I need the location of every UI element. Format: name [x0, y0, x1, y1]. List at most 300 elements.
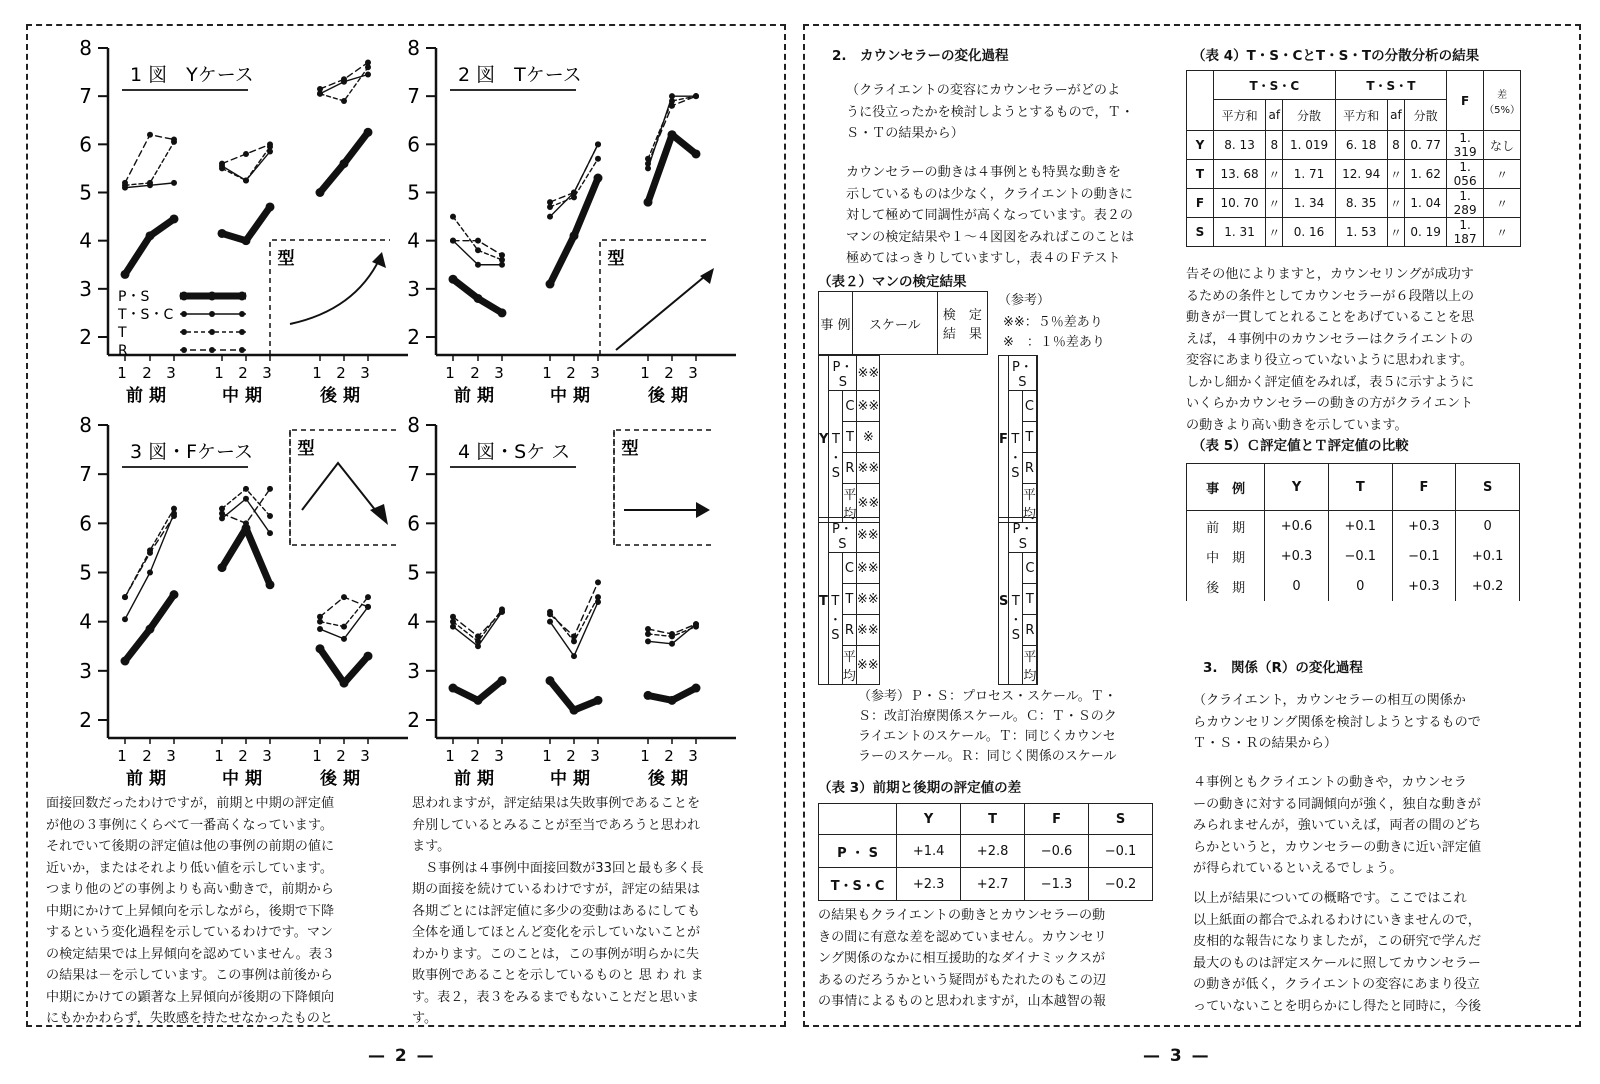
- chart-y-tick-label: 6: [407, 132, 420, 157]
- pattern-label: 型: [621, 439, 639, 459]
- chart-title: 1 図 Yケース: [130, 64, 254, 86]
- table-4-cell: 13. 68: [1214, 160, 1266, 189]
- table-4-cell: 〃: [1484, 160, 1521, 189]
- chart-x-tick-label: 3: [494, 747, 504, 765]
- chart-data-point: [474, 696, 483, 705]
- table-5-header: 事 例: [1187, 464, 1265, 511]
- chart-data-point: [594, 696, 603, 705]
- table-3-header: S: [1089, 804, 1153, 835]
- table-5-title: （表 5）Ｃ評定値とＴ評定値の比較: [1192, 438, 1409, 454]
- table-4-cell: 1. 04: [1405, 189, 1447, 218]
- table-4-cell: 〃: [1266, 189, 1283, 218]
- table-3-header-row: [819, 804, 1153, 835]
- chart-x-tick-label: 1: [214, 364, 224, 382]
- chart-data-point: [267, 530, 273, 536]
- chart-x-tick-label: 2: [664, 747, 674, 765]
- table-4-cell: 1. 53: [1335, 218, 1387, 247]
- chart-x-tick-label: 3: [494, 364, 504, 382]
- table-3-cell: −0.2: [1089, 868, 1153, 901]
- table-4-sub-header: 分散: [1405, 100, 1447, 131]
- section-3-body-2-line: の動きが低く，クライエントの変容にあまり役立: [1193, 977, 1480, 992]
- table-4-cell: 12. 94: [1335, 160, 1387, 189]
- chart-data-point: [499, 252, 505, 258]
- chart-data-point: [218, 563, 227, 572]
- chart-data-point: [317, 626, 323, 632]
- table-2-case-name: Y: [819, 356, 829, 523]
- table-2-scale: 平均: [843, 484, 857, 523]
- table-4-cell: 8: [1266, 131, 1283, 160]
- middle-bottom-text: [818, 905, 1107, 1013]
- chart-y-tick-label: 5: [79, 560, 92, 585]
- table-2-row: [819, 518, 880, 553]
- chart-data-point: [595, 141, 601, 147]
- chart-x-tick-label: 1: [117, 364, 127, 382]
- chart-data-point: [341, 98, 347, 104]
- chart-y-tick-label: 8: [79, 36, 92, 60]
- chart-data-point: [645, 161, 651, 167]
- table-4-row: [1187, 189, 1521, 218]
- section-2-intro: [846, 80, 1134, 145]
- chart-series-line: [222, 207, 270, 241]
- table-5-cell: +0.3: [1392, 511, 1456, 542]
- table-2-ts-label: T ・ S: [828, 553, 842, 685]
- chart-x-tick-label: 2: [142, 747, 152, 765]
- table-2-header-case: 事 例: [819, 292, 853, 355]
- table-2-row: [819, 553, 880, 584]
- left-text-col2-line: Ｓ事例は４事例中面接回数が33回と最も多く長: [412, 860, 704, 876]
- table-2-ref-line: ※ ：１％差あり: [1003, 335, 1105, 350]
- table-2-scale: R: [843, 453, 857, 484]
- table-2-result: [1036, 356, 1037, 391]
- chart-series-line: [125, 219, 174, 274]
- section-2-body-line: 対して極めて同調性が高くなっています。表２の: [846, 208, 1134, 223]
- chart-y-tick-label: 3: [79, 276, 92, 301]
- chart-data-point: [645, 638, 651, 644]
- table-5-cell: 0: [1265, 571, 1329, 601]
- table-2-result: [1037, 584, 1038, 615]
- chart-y-tick-label: 4: [79, 228, 92, 253]
- table-3-cell: +2.8: [961, 835, 1025, 868]
- section-3-body-line: ーの動きに対する同調傾向が強く，独自な動きが: [1193, 796, 1481, 812]
- chart-x-tick-label: 3: [360, 364, 370, 382]
- chart-data-point: [219, 161, 225, 167]
- right-text-1-line: の動きより高い動きを示しています。: [1186, 417, 1408, 433]
- chart-series-line: [222, 528, 270, 585]
- legend-marker: [180, 292, 189, 301]
- chart-data-point: [121, 270, 130, 279]
- chart-data-point: [692, 684, 701, 693]
- table-2-ref-line: ※※：５％差あり: [1003, 315, 1103, 330]
- table-4-header-row: [1187, 71, 1521, 100]
- middle-bottom-text-line: の結果もクライエントの動きとカウンセラーの動: [818, 908, 1106, 923]
- table-4-cell: 1. 019: [1283, 131, 1335, 160]
- chart-group-label: 前 期: [454, 386, 494, 406]
- table-2-note-line: ラーのスケール。Ｒ：同じく関係のスケール: [858, 749, 1117, 764]
- chart-y-tick-label: 3: [407, 276, 420, 301]
- chart-series-line: [125, 142, 174, 185]
- chart-y-tick-label: 5: [407, 560, 420, 585]
- page-number-left: — 2 —: [368, 1046, 436, 1066]
- chart-group-label: 後 期: [648, 386, 688, 406]
- chart-y-tick-label: 7: [407, 84, 420, 109]
- section-3-body-line: みられませんが，強いていえば，両者の間のどち: [1193, 818, 1482, 833]
- chart-y-tick-label: 7: [407, 462, 420, 487]
- chart-data-point: [171, 506, 177, 512]
- table-3-row: [819, 835, 1153, 868]
- table-4-cell: 〃: [1266, 160, 1283, 189]
- chart-data-point: [365, 604, 371, 610]
- chart-data-point: [669, 631, 675, 637]
- chart-x-tick-label: 3: [688, 747, 698, 765]
- table-4-cell: 1. 187: [1447, 218, 1484, 247]
- middle-bottom-text-line: ング関係のなかに相互援助的なダイナミックスが: [818, 951, 1106, 966]
- chart-data-point: [243, 496, 249, 502]
- legend-label: P・S: [118, 289, 150, 305]
- right-text-1-line: いくらかカウンセラーの動きの方がクライエント: [1186, 396, 1474, 411]
- section-2-body-line: 極めてはっきりしていますし，表４のＦテスト: [846, 251, 1121, 266]
- left-text-col2-line: 期の面接を続けているわけですが，評定の結果は: [412, 882, 701, 897]
- chart-data-point: [341, 624, 347, 630]
- chart-data-point: [341, 594, 347, 600]
- table-5-cell: 中 期: [1187, 541, 1265, 571]
- chart-data-point: [547, 199, 553, 205]
- chart-data-point: [243, 177, 249, 183]
- table-2-result: ※: [857, 422, 880, 453]
- table-4-cell: 〃: [1387, 160, 1404, 189]
- left-text-col1-line: つまり他のどの事例よりも高い動きで，前期から: [46, 882, 334, 897]
- chart-data-point: [147, 180, 153, 186]
- table-5-cell: +0.2: [1456, 571, 1520, 601]
- chart-title: 2 図 Tケース: [458, 64, 582, 86]
- chart-series-line: [222, 489, 270, 523]
- table-2-ref-title: （参考）: [998, 293, 1051, 308]
- chart-data-point: [365, 71, 371, 77]
- chart-y-tick-label: 8: [407, 36, 420, 60]
- legend-marker: [181, 347, 187, 353]
- chart-data-point: [547, 611, 553, 617]
- middle-bottom-text-line: あるのだろうかという疑問がもたれたのもこの辺: [818, 972, 1107, 988]
- chart-data-point: [122, 180, 128, 186]
- pattern-arrow-head: [700, 268, 714, 284]
- chart-data-point: [571, 190, 577, 196]
- chart-group-label: 中 期: [222, 769, 262, 789]
- table-4-cell: 6. 18: [1335, 131, 1387, 160]
- left-text-col1-line: 面接回数だったわけですが，前期と中期の評定値: [46, 796, 335, 811]
- chart-y-tick-label: 4: [407, 228, 420, 253]
- table-2-note-line: （参考）Ｐ・Ｓ：プロセス・スケール。Ｔ・: [858, 689, 1117, 704]
- chart-data-point: [570, 706, 579, 715]
- chart-group-label: 中 期: [550, 769, 590, 789]
- chart-y-tick-label: 4: [79, 609, 92, 634]
- chart-data-point: [571, 633, 577, 639]
- right-text-1-line: 告その他によりますと，カウンセリングが成功す: [1186, 267, 1474, 282]
- chart-x-tick-label: 3: [590, 364, 600, 382]
- section-3-body-2-line: っていないことを明らかにし得たと同時に，今後: [1193, 998, 1482, 1014]
- table-5-cell: −0.1: [1328, 541, 1392, 571]
- table-2-row: [999, 518, 1038, 553]
- chart-data-point: [571, 653, 577, 659]
- legend-marker: [239, 329, 245, 335]
- chart-data-point: [171, 137, 177, 143]
- chart-data-point: [364, 128, 373, 137]
- table-4-cell: 1. 056: [1447, 160, 1484, 189]
- table-3-row: [819, 868, 1153, 901]
- table-2-scale: P・S: [1008, 356, 1036, 391]
- legend-label: T・S・C: [118, 307, 174, 323]
- table-5-cell: −0.1: [1392, 541, 1456, 571]
- chart-x-tick-label: 1: [312, 747, 322, 765]
- table-2-scale: P・S: [1009, 518, 1037, 553]
- chart-y-tick-label: 2: [79, 708, 92, 732]
- legend-marker: [238, 292, 247, 301]
- section-3-body-2: [1193, 888, 1481, 1017]
- table-2-case-name: T: [819, 518, 829, 685]
- chart-x-tick-label: 2: [470, 364, 480, 382]
- table-2-ts-label: T ・ S: [1008, 391, 1022, 523]
- chart-x-tick-label: 3: [688, 364, 698, 382]
- table-5-row: [1187, 541, 1520, 571]
- table-2-result: [1036, 391, 1037, 422]
- chart-data-point: [170, 214, 179, 223]
- chart-x-tick-label: 2: [664, 364, 674, 382]
- chart-data-point: [147, 570, 153, 576]
- chart-y-tick-label: 2: [407, 325, 420, 349]
- section-3-intro-line: （クライエント，カウンセラーの相互の関係か: [1193, 693, 1466, 708]
- chart-series-line: [550, 144, 598, 216]
- left-text-col2: [412, 793, 704, 1030]
- table-4-cell: 1. 62: [1405, 160, 1447, 189]
- left-text-col1-line: 中期にかけての顕著な上昇傾向が後期の下降傾向: [46, 989, 335, 1005]
- chart-data-point: [498, 308, 507, 317]
- chart-data-point: [267, 486, 273, 492]
- left-text-col1-line: が他の３事例にくらべて一番高くなっています。: [46, 817, 334, 833]
- chart-data-point: [146, 231, 155, 240]
- chart-y-tick-label: 6: [79, 132, 92, 157]
- chart-data-point: [147, 550, 153, 556]
- section-3-intro-line: Ｔ・Ｓ・Ｒの結果から）: [1193, 736, 1338, 751]
- table-2-scale: R: [1022, 453, 1036, 484]
- chart-y-tick-label: 7: [79, 84, 92, 109]
- chart-data-point: [644, 198, 653, 207]
- table-2-header-row: [819, 292, 988, 355]
- chart-group-label: 中 期: [550, 386, 590, 406]
- table-4-title: （表 4）T・S・CとT・S・Tの分散分析の結果: [1192, 48, 1480, 64]
- table-3-cell: −0.1: [1089, 835, 1153, 868]
- left-text-col2-line: 思われますが，評定結果は失敗事例であることを: [412, 796, 701, 811]
- chart-data-point: [547, 214, 553, 220]
- table-5-header: T: [1328, 464, 1392, 511]
- table-2-result: ※※: [857, 391, 880, 422]
- chart-group-label: 後 期: [320, 386, 360, 406]
- chart-data-point: [365, 59, 371, 65]
- table-4-cell: 1. 289: [1447, 189, 1484, 218]
- chart-data-point: [243, 520, 249, 526]
- chart-data-point: [595, 156, 601, 162]
- chart-data-point: [669, 641, 675, 647]
- table-2-title: （表２）マンの検定結果: [818, 274, 967, 290]
- table-4-cell: なし: [1484, 131, 1521, 160]
- table-4-cell: 0. 16: [1283, 218, 1335, 247]
- chart-data-point: [341, 636, 347, 642]
- table-3-title: （表 3）前期と後期の評定値の差: [818, 780, 1022, 796]
- chart-group-label: 前 期: [454, 769, 494, 789]
- table-4-cell: 〃: [1387, 189, 1404, 218]
- section-3-body-line: ４事例ともクライエントの動きや，カウンセラ: [1193, 775, 1467, 790]
- chart-data-point: [218, 229, 227, 238]
- table-2-scale: 平均: [1022, 484, 1036, 523]
- table-3-cell: P ・ S: [819, 835, 897, 868]
- chart-series-line: [125, 135, 174, 183]
- table-2-result: ※※: [857, 356, 880, 391]
- chart-x-tick-label: 2: [336, 747, 346, 765]
- charts-area: [0, 0, 780, 800]
- table-4-row: [1187, 131, 1521, 160]
- table-4-group-header: T・S・T: [1335, 71, 1447, 100]
- section-3-body: [1193, 772, 1481, 880]
- chart-data-point: [317, 86, 323, 92]
- chart-x-tick-label: 1: [445, 364, 455, 382]
- table-2-result: ※※: [857, 484, 880, 523]
- chart-data-point: [450, 614, 456, 620]
- table-2-scale: T: [1022, 422, 1036, 453]
- table-5-cell: +0.6: [1265, 511, 1329, 542]
- table-2-result: ※※: [857, 453, 880, 484]
- chart-data-point: [475, 262, 481, 268]
- chart-data-point: [692, 149, 701, 158]
- table-4-cell: 1. 31: [1214, 218, 1266, 247]
- legend-marker: [239, 347, 245, 353]
- table-2-scale: T: [843, 422, 857, 453]
- chart-y-tick-label: 5: [407, 180, 420, 205]
- table-4-cell: 8. 13: [1214, 131, 1266, 160]
- section-2-intro-line: （クライエントの変容にカウンセラーがどのよ: [846, 83, 1121, 98]
- table-2-result: ※※: [856, 553, 879, 584]
- chart-y-tick-label: 7: [79, 462, 92, 487]
- chart-data-point: [449, 275, 458, 284]
- section-3-body-2-line: 以上紙面の都合でふれるわけにいきませんので，: [1193, 912, 1481, 928]
- table-2-scale: 平均: [1023, 646, 1037, 685]
- table-2-header-scale: スケール: [852, 292, 937, 355]
- table-3-header: [819, 804, 897, 835]
- legend-marker: [239, 311, 245, 317]
- chart-data-point: [267, 513, 273, 519]
- chart-data-point: [122, 616, 128, 622]
- table-3-cell: +1.4: [897, 835, 961, 868]
- left-text-col1-line: するという変化過程を示しているわけです。マン: [46, 925, 334, 940]
- section-2-intro-line: Ｓ・Ｔの結果から）: [846, 126, 964, 141]
- chart-data-point: [147, 132, 153, 138]
- table-2-result: [1037, 615, 1038, 646]
- left-text-col2-line: 全体を通してほとんど変化を示していないことが: [412, 925, 701, 940]
- section-2-intro-line: うに役立ったかを検討しようとするもので，Ｔ・: [846, 104, 1134, 120]
- chart-data-point: [450, 238, 456, 244]
- chart-data-point: [668, 696, 677, 705]
- table-2-scale: T: [842, 584, 856, 615]
- chart-y-tick-label: 5: [79, 180, 92, 205]
- table-4-cell: 1. 319: [1447, 131, 1484, 160]
- table-4-cell: 〃: [1484, 218, 1521, 247]
- table-3-cell: −1.3: [1025, 868, 1089, 901]
- legend-label: R: [118, 343, 128, 359]
- table-5-cell: +0.3: [1392, 571, 1456, 601]
- table-4-cell: 8. 35: [1335, 189, 1387, 218]
- chart-x-tick-label: 3: [262, 364, 272, 382]
- section-2-body: [846, 162, 1134, 270]
- chart-data-point: [595, 579, 601, 585]
- table-2-scale: R: [1023, 615, 1037, 646]
- chart-x-tick-label: 1: [542, 364, 552, 382]
- chart-data-point: [693, 93, 699, 99]
- table-4-sub-header: af: [1266, 100, 1283, 131]
- right-text-1-line: えば，４事例中のカウンセラーはクライエントの: [1186, 331, 1474, 347]
- chart-data-point: [171, 180, 177, 186]
- left-text-col2-line: す。表２，表３をみるまでもないことだと思いま: [412, 989, 700, 1005]
- chart-data-point: [570, 231, 579, 240]
- table-4-sub-header: 平方和: [1335, 100, 1387, 131]
- right-text-1-line: 変容にあまり役立っていないように思われます。: [1186, 353, 1474, 368]
- table-2-scale: R: [842, 615, 856, 646]
- chart-data-point: [475, 238, 481, 244]
- chart-x-tick-label: 1: [312, 364, 322, 382]
- chart-x-tick-label: 3: [262, 747, 272, 765]
- pattern-arrow: [290, 258, 380, 324]
- chart-data-point: [475, 247, 481, 253]
- table-2-result: [1036, 453, 1037, 484]
- table-3-cell: T・S・C: [819, 868, 897, 901]
- chart-data-point: [449, 684, 458, 693]
- table-5-cell: +0.1: [1456, 541, 1520, 571]
- left-text-col1-line: 近いか，またはそれより低い値を示しています。: [46, 860, 334, 876]
- table-2-result: ※※: [856, 584, 879, 615]
- chart-data-point: [498, 676, 507, 685]
- chart-data-point: [219, 511, 225, 517]
- section-3-title: 3. 関係（R）の変化過程: [1203, 660, 1363, 676]
- section-3-intro: [1193, 690, 1481, 755]
- table-2-case-name: S: [999, 518, 1009, 685]
- middle-bottom-text-line: きの間に有意な差を認めていません。カウンセリ: [818, 929, 1107, 945]
- table-4-cell: 〃: [1266, 218, 1283, 247]
- table-2-scale: T: [1023, 584, 1037, 615]
- table-5-header-row: [1187, 464, 1520, 511]
- table-5-header: Y: [1265, 464, 1329, 511]
- left-text-col1-line: の結果は－を示しています。この事例は前後から: [46, 968, 334, 983]
- table-2-result: ※※: [856, 646, 879, 685]
- chart-data-point: [450, 214, 456, 220]
- left-text-col1-line: 中期にかけて上昇傾向を示しながら，後期で下降: [46, 903, 335, 919]
- chart-data-point: [546, 676, 555, 685]
- chart-data-point: [645, 626, 651, 632]
- chart-x-tick-label: 2: [142, 364, 152, 382]
- left-text-col2-line: わかります。このことは，この事例が明らかに失: [412, 946, 700, 962]
- table-2-row: [999, 356, 1038, 391]
- table-4-f-header: F: [1447, 71, 1484, 131]
- pattern-label: 型: [277, 249, 295, 269]
- table-4-cell: 8: [1387, 131, 1404, 160]
- table-4-sub-header: 分散: [1283, 100, 1335, 131]
- left-text-col1: [46, 793, 335, 1030]
- table-4-cell: F: [1187, 189, 1214, 218]
- chart-data-point: [171, 513, 177, 519]
- chart-data-point: [340, 679, 349, 688]
- table-5-cell: +0.3: [1265, 541, 1329, 571]
- legend-label: T: [118, 325, 127, 341]
- table-2-case-name: F: [999, 356, 1009, 523]
- table-5-cell: 前 期: [1187, 511, 1265, 542]
- table-2-result: [1037, 518, 1038, 553]
- table-2-scale: C: [842, 553, 856, 584]
- chart-x-tick-label: 2: [238, 747, 248, 765]
- section-3-body-2-line: 最大のものは評定スケールに照してカウンセラー: [1193, 955, 1481, 971]
